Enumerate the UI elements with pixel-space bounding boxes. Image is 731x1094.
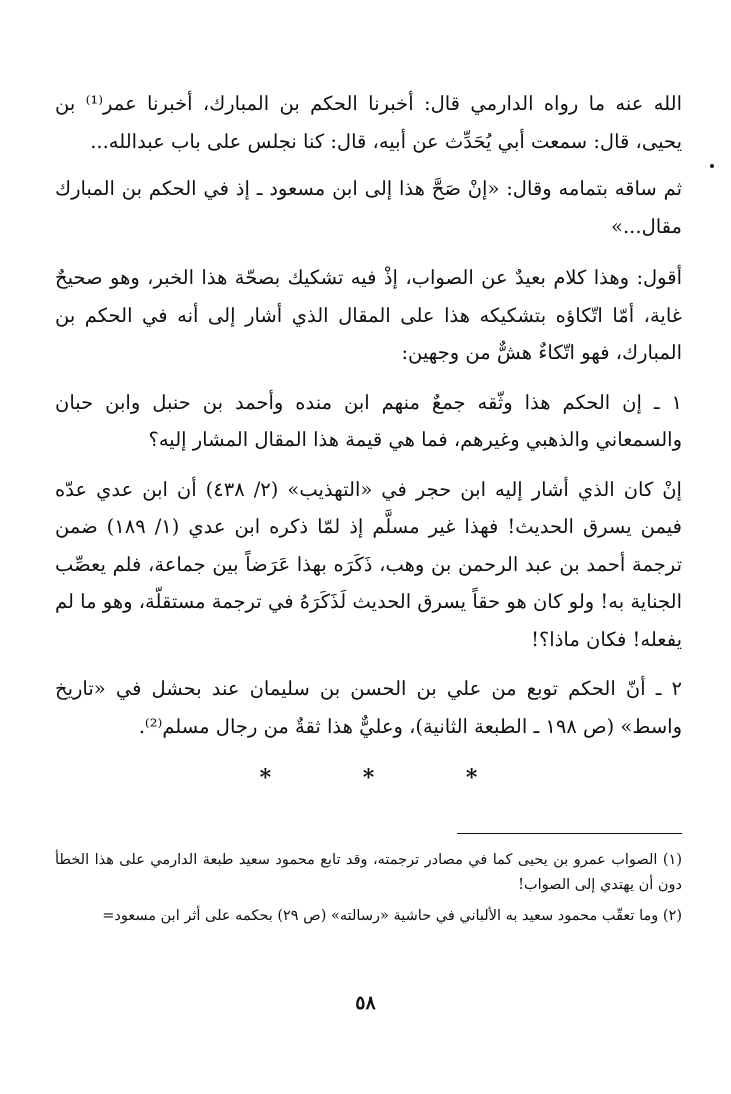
footnote-two: (٢) وما تعقّب محمود سعيد به الألباني في حاشية «رسالته» (ص ٢٩) بحكمه على أثر ابن مسعود= xyxy=(102,908,682,924)
paragraph-ibn-hajar: إنْ كان الذي أشار إليه ابن حجر في «التهذيب» (٢/ ٤٣٨) أن ابن عدي عدّه فيمن يسرق الحديث! فهذا غير مسلَّم إذ لمّا ذكره ابن عدي (١/ ١٨٩) ضمن ترجمة أحمد بن عبد الرحمن بن وهب، ذَكَرَه بهذا عَرَضاً بين جماعة، فلم يعصِّب الجناية به! ولو كان هو حقاً يسرق الحديث لَذَكَرَهُ في ترجمة مستقلّة، وهو ما لم يفعله! فكان ماذا؟! xyxy=(55,477,682,651)
paragraph-response: أقول: وهذا كلام بعيدٌ عن الصواب، إذْ فيه تشكيك بصحّة هذا الخبر، وهو صحيحٌ غاية، أمّا اتّكاؤه بتشكيكه هذا على المقال الذي أشار إلى أنه في الحكم بن المبارك، فهو اتّكاءٌ هشٌّ من وجهين: xyxy=(55,266,683,364)
footnote-divider xyxy=(457,833,682,834)
footnote-one: (١) الصواب عمرو بن يحيى كما في مصادر ترجمته، وقد تابع محمود سعيد طبعة الدارمي على هذا الخطأ دون أن يهتدي إلى الصواب! xyxy=(55,852,682,893)
paragraph-darimi-narration: الله عنه ما رواه الدارمي قال: أخبرنا الحكم بن المبارك، أخبرنا عمر⁽¹⁾ بن يحيى، قال: سمعت أبي يُحَدِّث عن أبيه، قال: كنا نجلس على باب عبدالله... xyxy=(55,92,682,153)
margin-dot xyxy=(710,164,714,168)
paragraph-quote: ثم ساقه بتمامه وقال: «إنْ صَحَّ هذا إلى ابن مسعود ـ إذ في الحكم بن المبارك مقال...» xyxy=(55,177,682,238)
page-number: ٥٨ xyxy=(355,992,376,1014)
paragraph-point-two: ٢ ـ أنّ الحكم توبع من علي بن الحسن بن سليمان عند بحشل في «تاريخ واسط» (ص ١٩٨ ـ الطبعة الثانية)، وعليٌّ هذا ثقةٌ من رجال مسلم⁽²⁾. xyxy=(55,677,682,738)
page-body xyxy=(55,85,682,935)
paragraph-point-one: ١ ـ إن الحكم هذا وثّقه جمعٌ منهم ابن منده وأحمد بن حنبل وابن حبان والسمعاني والذهبي وغيرهم، فما هي قيمة هذا المقال المشار إليه؟ xyxy=(55,390,682,451)
section-separator: * * * xyxy=(259,765,520,791)
